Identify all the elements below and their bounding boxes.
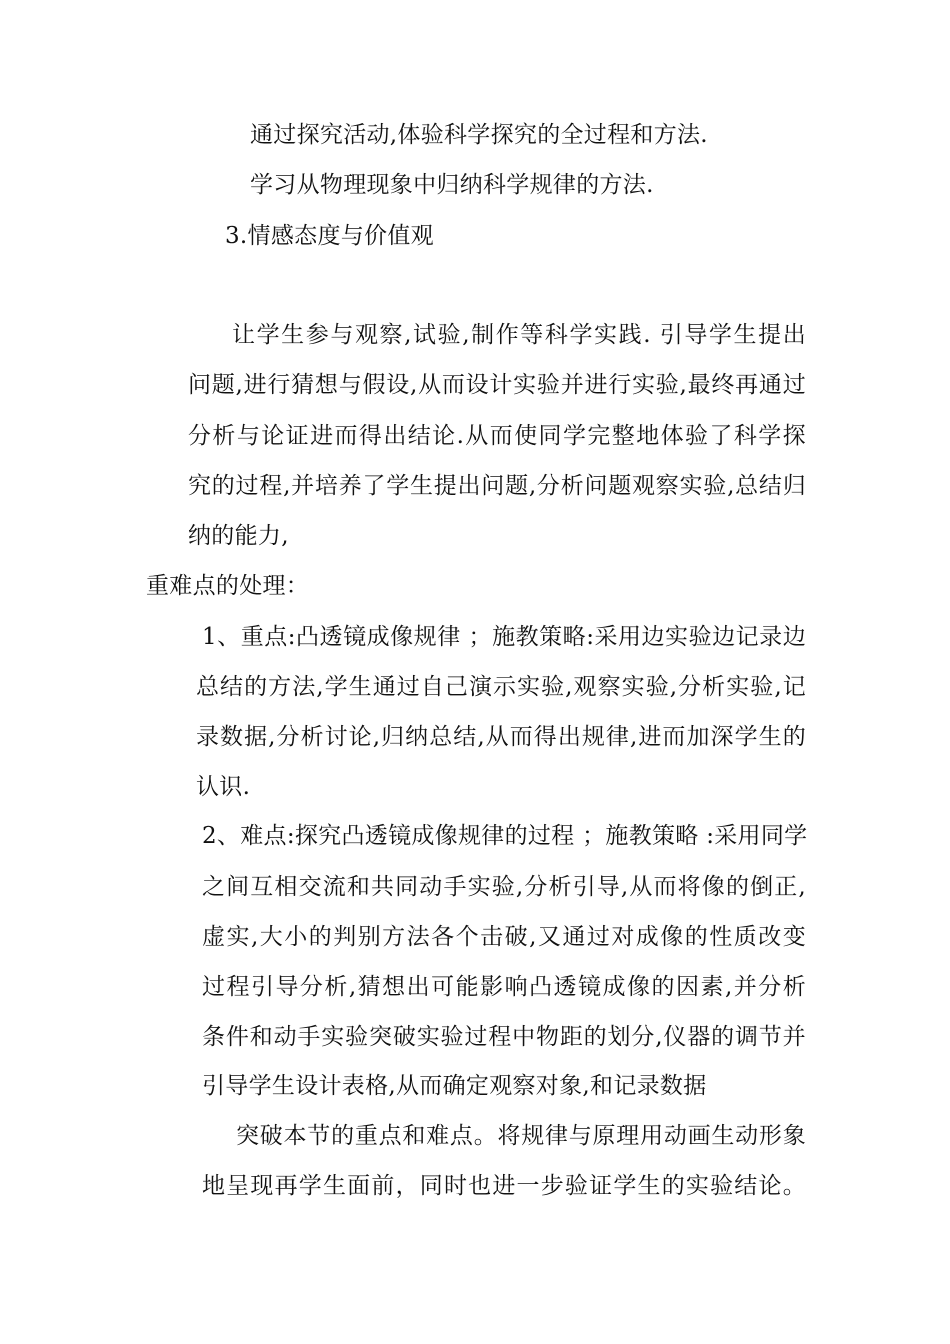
paragraph-line-last: 纳的能力, <box>188 523 289 549</box>
point2-line: 2、难点:探究凸透镜成像规律的过程 ；施教策略 :采用同学 <box>202 823 808 849</box>
point2-line: 过程引导分析,猜想出可能影响凸透镜成像的因素,并分析 <box>202 974 806 1000</box>
point1-line: 录数据,分析讨论,归纳总结,从而得出规律,进而加深学生的 <box>196 724 806 750</box>
paragraph-line: 究的过程,并培养了学生提出问题,分析问题观察实验,总结归 <box>188 473 806 499</box>
point1-line-last: 认识. <box>196 774 251 800</box>
paragraph-line: 分析与论证进而得出结论.从而使同学完整地体验了科学探 <box>188 423 806 449</box>
paragraph-line: 让学生参与观察,试验,制作等科学实践. 引导学生提出 <box>232 322 806 348</box>
section-heading: 3.情感态度与价值观 <box>225 223 434 249</box>
closing-line: 地呈现再学生面前，同时也进一步验证学生的实验结论。 <box>202 1173 806 1199</box>
intro-line-2: 学习从物理现象中归纳科学规律的方法. <box>250 172 654 198</box>
closing-line: 突破本节的重点和难点。将规律与原理用动画生动形象 <box>236 1123 806 1149</box>
point2-line: 条件和动手实验突破实验过程中物距的划分,仪器的调节并 <box>202 1024 806 1050</box>
point2-line: 虚实,大小的判别方法各个击破,又通过对成像的性质改变 <box>202 924 806 950</box>
difficulty-heading: 重难点的处理： <box>146 573 310 599</box>
point2-line: 之间互相交流和共同动手实验,分析引导,从而将像的倒正, <box>202 874 806 900</box>
point1-line: 总结的方法,学生通过自己演示实验,观察实验,分析实验,记 <box>196 674 806 700</box>
point2-line-last: 引导学生设计表格,从而确定观察对象,和记录数据 <box>202 1073 707 1099</box>
intro-line-1: 通过探究活动,体验科学探究的全过程和方法. <box>250 122 708 148</box>
paragraph-line: 问题,进行猜想与假设,从而设计实验并进行实验,最终再通过 <box>188 372 806 398</box>
point1-line: 1、重点:凸透镜成像规律 ；施教策略:采用边实验边记录边 <box>202 624 806 650</box>
